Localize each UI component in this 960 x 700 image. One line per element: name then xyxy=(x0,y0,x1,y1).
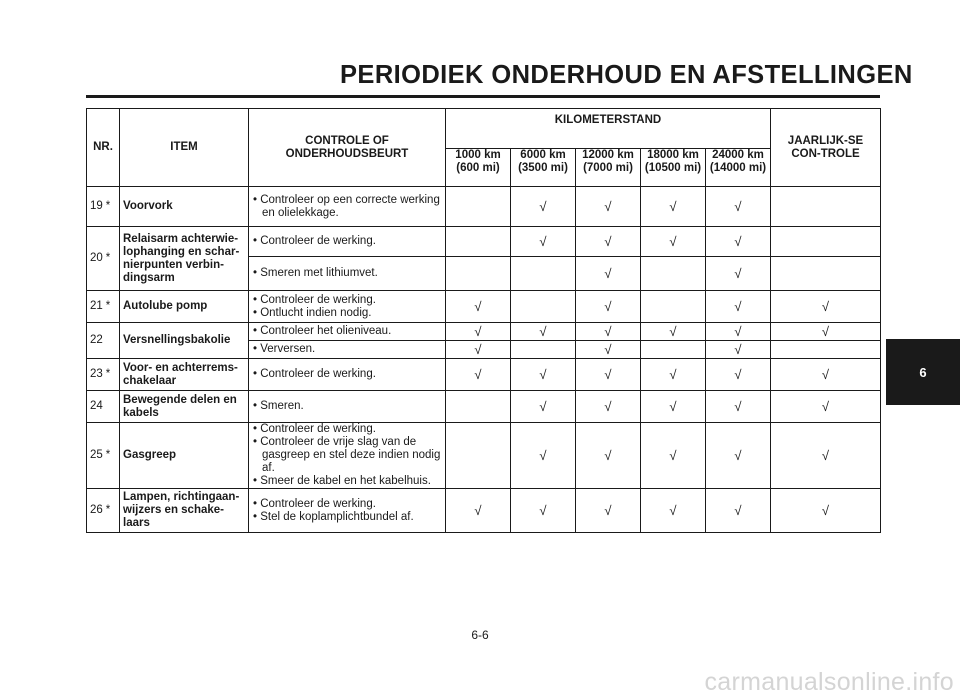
header-interval: 18000 km (10500 mi) xyxy=(641,149,706,187)
row-item: Lampen, richtingaan-wijzers en schake-laars xyxy=(120,489,249,533)
check-mark: √ xyxy=(446,489,511,533)
table-row xyxy=(87,323,881,341)
check-mark: √ xyxy=(576,291,641,323)
page-number: 6-6 xyxy=(471,628,489,642)
check-mark: √ xyxy=(511,391,576,423)
page-title: PERIODIEK ONDERHOUD EN AFSTELLINGEN xyxy=(340,61,913,89)
row-check xyxy=(249,341,446,359)
table-row xyxy=(87,359,881,391)
check-mark: √ xyxy=(576,323,641,341)
table-body xyxy=(87,187,881,533)
check-mark: √ xyxy=(511,359,576,391)
check-mark: √ xyxy=(576,187,641,227)
check-mark: √ xyxy=(706,187,771,227)
title-rule xyxy=(86,95,880,98)
check-mark: √ xyxy=(641,187,706,227)
empty-cell xyxy=(771,227,881,257)
row-check xyxy=(249,323,446,341)
check-action: • Controleer de werking. xyxy=(253,497,376,510)
check-mark: √ xyxy=(511,489,576,533)
empty-cell xyxy=(511,341,576,359)
empty-cell xyxy=(771,341,881,359)
empty-cell xyxy=(446,423,511,489)
row-item: Gasgreep xyxy=(120,423,249,489)
row-nr: 21 * xyxy=(87,291,120,323)
header-interval: 12000 km (7000 mi) xyxy=(576,149,641,187)
row-nr: 19 * xyxy=(87,187,120,227)
header-nr: NR. xyxy=(87,109,120,187)
check-mark: √ xyxy=(641,323,706,341)
check-action: • Controleer het olieniveau. xyxy=(253,325,392,337)
check-mark: √ xyxy=(706,323,771,341)
header-interval: 24000 km (14000 mi) xyxy=(706,149,771,187)
check-mark: √ xyxy=(511,323,576,341)
check-mark: √ xyxy=(511,187,576,227)
check-mark: √ xyxy=(511,423,576,489)
row-check xyxy=(249,187,446,227)
empty-cell xyxy=(446,187,511,227)
row-check xyxy=(249,257,446,291)
table-row xyxy=(87,291,881,323)
check-mark: √ xyxy=(706,257,771,291)
empty-cell xyxy=(446,257,511,291)
header-check: CONTROLE OF ONDERHOUDSBEURT xyxy=(249,109,446,187)
row-check xyxy=(249,423,446,489)
header-item: ITEM xyxy=(120,109,249,187)
table-row xyxy=(87,391,881,423)
row-item: Versnellingsbakolie xyxy=(120,323,249,359)
empty-cell xyxy=(641,257,706,291)
check-mark: √ xyxy=(576,227,641,257)
check-mark: √ xyxy=(576,341,641,359)
check-action: • Verversen. xyxy=(253,343,316,355)
check-action: • Smeren. xyxy=(253,400,304,412)
check-mark: √ xyxy=(576,489,641,533)
check-mark: √ xyxy=(706,291,771,323)
check-action: • Ontlucht indien nodig. xyxy=(253,306,372,319)
check-mark: √ xyxy=(706,489,771,533)
header-interval: 6000 km (3500 mi) xyxy=(511,149,576,187)
check-mark: √ xyxy=(641,423,706,489)
row-check xyxy=(249,227,446,257)
check-mark: √ xyxy=(771,291,881,323)
check-mark: √ xyxy=(446,359,511,391)
header-annual: JAARLIJK-SE CON-TROLE xyxy=(771,109,881,187)
check-mark: √ xyxy=(446,291,511,323)
row-nr: 26 * xyxy=(87,489,120,533)
check-mark: √ xyxy=(771,359,881,391)
check-mark: √ xyxy=(641,359,706,391)
check-action: • Controleer op een correcte werking en olielekkage. xyxy=(253,193,440,219)
check-mark: √ xyxy=(641,489,706,533)
row-item: Relaisarm achterwie-lophanging en schar-nierpunten verbin-dingsarm xyxy=(120,227,249,291)
row-check xyxy=(249,359,446,391)
check-mark: √ xyxy=(706,391,771,423)
check-action: • Stel de koplamplichtbundel af. xyxy=(253,510,414,523)
watermark: carmanualsonline.info xyxy=(704,668,954,696)
check-mark: √ xyxy=(706,227,771,257)
check-mark: √ xyxy=(576,391,641,423)
check-action: • Controleer de werking. xyxy=(253,293,376,306)
row-nr: 20 * xyxy=(87,227,120,291)
table-row xyxy=(87,227,881,257)
check-mark: √ xyxy=(576,257,641,291)
check-mark: √ xyxy=(576,423,641,489)
check-mark: √ xyxy=(511,227,576,257)
check-mark: √ xyxy=(446,341,511,359)
check-mark: √ xyxy=(706,341,771,359)
check-mark: √ xyxy=(641,391,706,423)
row-item: Voorvork xyxy=(120,187,249,227)
check-mark: √ xyxy=(771,489,881,533)
chapter-tab[interactable]: 6 xyxy=(886,339,960,405)
row-check xyxy=(249,291,446,323)
row-nr: 23 * xyxy=(87,359,120,391)
row-check xyxy=(249,391,446,423)
check-action: • Controleer de werking. xyxy=(253,368,376,380)
check-action: • Smeer de kabel en het kabelhuis. xyxy=(253,475,431,487)
check-mark: √ xyxy=(576,359,641,391)
header-kilometerstand: KILOMETERSTAND xyxy=(446,109,771,149)
check-action: • Controleer de werking. xyxy=(253,423,376,435)
table-row xyxy=(87,489,881,533)
row-check xyxy=(249,489,446,533)
empty-cell xyxy=(511,257,576,291)
row-item: Autolube pomp xyxy=(120,291,249,323)
check-mark: √ xyxy=(771,323,881,341)
row-nr: 24 xyxy=(87,391,120,423)
header-interval: 1000 km (600 mi) xyxy=(446,149,511,187)
empty-cell xyxy=(771,257,881,291)
check-mark: √ xyxy=(706,359,771,391)
row-item: Bewegende delen en kabels xyxy=(120,391,249,423)
table-row xyxy=(87,187,881,227)
check-mark: √ xyxy=(446,323,511,341)
empty-cell xyxy=(641,341,706,359)
row-nr: 25 * xyxy=(87,423,120,489)
check-mark: √ xyxy=(706,423,771,489)
check-action: • Controleer de werking. xyxy=(253,235,376,247)
row-item: Voor- en achterrems-chakelaar xyxy=(120,359,249,391)
check-mark: √ xyxy=(771,391,881,423)
table-row xyxy=(87,423,881,489)
row-nr: 22 xyxy=(87,323,120,359)
empty-cell xyxy=(641,291,706,323)
check-mark: √ xyxy=(641,227,706,257)
empty-cell xyxy=(771,187,881,227)
check-action: • Controleer de vrije slag van de gasgreep en stel deze indien nodig af. xyxy=(253,436,441,474)
maintenance-table xyxy=(86,108,881,533)
empty-cell xyxy=(446,391,511,423)
check-action: • Smeren met lithiumvet. xyxy=(253,267,378,279)
check-mark: √ xyxy=(771,423,881,489)
empty-cell xyxy=(511,291,576,323)
empty-cell xyxy=(446,227,511,257)
